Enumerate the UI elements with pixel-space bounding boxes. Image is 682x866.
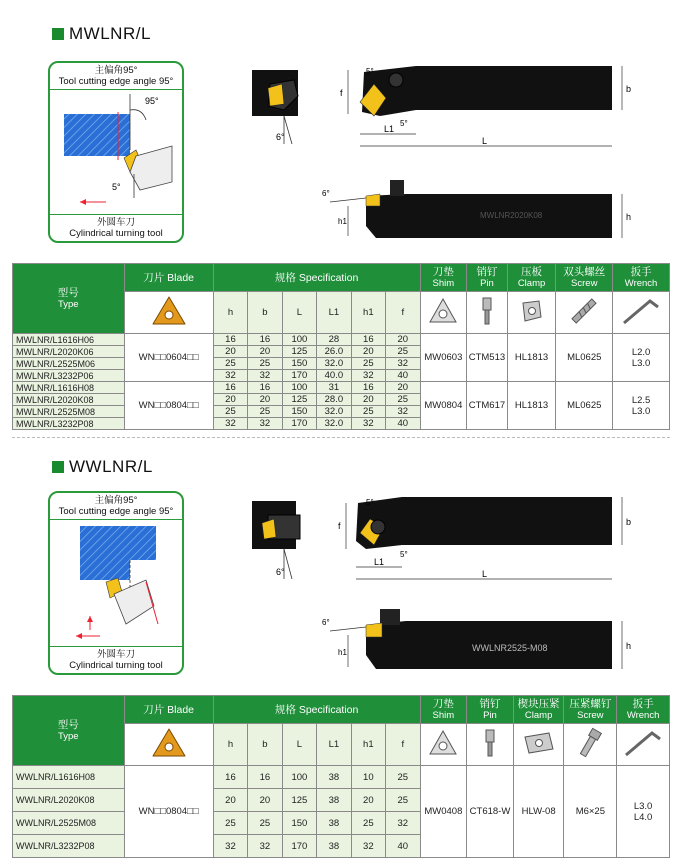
b-label: b bbox=[626, 84, 632, 94]
spec-cell: 32 bbox=[351, 418, 385, 430]
clamp-icon-cell bbox=[513, 724, 564, 766]
shim-cell: MW0804 bbox=[420, 382, 467, 430]
angle-5-label: 5° bbox=[112, 182, 121, 192]
angle-caption-cn: 主偏角95° bbox=[94, 495, 138, 506]
side-6-label: 6° bbox=[322, 189, 330, 198]
pin-header bbox=[467, 696, 514, 724]
turning-caption-en: Cylindrical turning tool bbox=[69, 228, 163, 239]
spec-cell: 20 bbox=[213, 394, 247, 406]
clamp-header bbox=[507, 264, 556, 292]
spec-cell: 20 bbox=[386, 334, 420, 346]
blade-cell: WN□□0804□□ bbox=[124, 382, 213, 430]
col-h1: h1 bbox=[351, 292, 385, 334]
spec-table-wwlnr bbox=[12, 695, 670, 858]
b-label: b bbox=[626, 517, 632, 527]
h-label: h bbox=[626, 212, 632, 222]
wrench-cell: L2.5 L3.0 bbox=[613, 382, 670, 430]
spec-header: 规格 Specification bbox=[213, 264, 420, 292]
spec-cell: 170 bbox=[282, 370, 316, 382]
L-label: L bbox=[482, 136, 488, 146]
shank-engraving: WWLNR2525-M08 bbox=[472, 643, 548, 653]
shim-header bbox=[420, 696, 467, 724]
angle-caption-en: Tool cutting edge angle 95° bbox=[58, 506, 174, 517]
wrench-icon bbox=[620, 295, 662, 327]
section-wwlnr bbox=[0, 437, 682, 866]
spec-cell: 32 bbox=[248, 418, 282, 430]
spec-table-mwlnr bbox=[12, 263, 670, 430]
spec-cell: 16 bbox=[248, 382, 282, 394]
blade-header: 刀片 Blade bbox=[124, 696, 213, 724]
spec-cell: 25 bbox=[351, 358, 385, 370]
type-en: Type bbox=[57, 730, 79, 742]
wrench-cell: L3.0 L4.0 bbox=[617, 766, 670, 858]
wrench-icon bbox=[622, 727, 664, 759]
screw-icon-cell bbox=[556, 292, 613, 334]
blade-cell: WN□□0804□□ bbox=[124, 766, 213, 858]
angle-caption-en: Tool cutting edge angle 95° bbox=[58, 76, 174, 87]
section-title bbox=[52, 24, 151, 44]
pin-cell: CTM617 bbox=[467, 382, 508, 430]
spec-cell: 32.0 bbox=[317, 406, 351, 418]
model-cell: MWLNR/L3232P08 bbox=[13, 418, 125, 430]
wrench-en: Wrench bbox=[624, 277, 658, 289]
turning-caption bbox=[50, 214, 182, 241]
section-title bbox=[52, 457, 153, 477]
col-L: L bbox=[282, 292, 316, 334]
spec-cell: 38 bbox=[317, 766, 351, 789]
spec-cell: 40 bbox=[386, 370, 420, 382]
top-view-drawing bbox=[330, 58, 640, 158]
spec-cell: 20 bbox=[351, 394, 385, 406]
wrench-cn: 扳手 bbox=[632, 697, 654, 710]
pin-cn: 销钉 bbox=[476, 265, 498, 278]
spec-cell: 25 bbox=[386, 766, 420, 789]
h1-label: h1 bbox=[338, 217, 347, 226]
end-view-insert bbox=[268, 84, 284, 106]
top-view-drawing bbox=[330, 493, 640, 591]
spec-cell: 16 bbox=[351, 334, 385, 346]
pin-icon bbox=[474, 294, 500, 328]
angle-illustration bbox=[50, 520, 182, 640]
spec-cell: 16 bbox=[248, 766, 282, 789]
side-5-label: 5° bbox=[400, 550, 408, 559]
trigon-insert-icon bbox=[149, 294, 189, 328]
model-cell: WWLNR/L1616H08 bbox=[13, 766, 125, 789]
spec-cell: 20 bbox=[351, 346, 385, 358]
clamp-en: Clamp bbox=[517, 277, 546, 289]
spec-cell: 20 bbox=[248, 394, 282, 406]
spec-cell: 10 bbox=[351, 766, 385, 789]
shim-icon-cell bbox=[420, 724, 467, 766]
end-view-drawing bbox=[240, 60, 320, 150]
spec-cell: 170 bbox=[282, 835, 316, 858]
spec-cell: 20 bbox=[248, 346, 282, 358]
turning-caption-cn: 外圆车刀 bbox=[96, 649, 135, 660]
top-shank bbox=[402, 497, 612, 545]
angle-caption-cn: 主偏角95° bbox=[94, 65, 138, 76]
pin-en: Pin bbox=[483, 709, 497, 721]
table-row bbox=[13, 334, 670, 346]
shim-header bbox=[420, 264, 467, 292]
type-cn: 型号 bbox=[57, 286, 79, 299]
col-L1: L1 bbox=[317, 724, 351, 766]
spec-cell: 32 bbox=[386, 358, 420, 370]
title-marker bbox=[52, 461, 64, 473]
h1-label: h1 bbox=[338, 648, 347, 657]
header-row bbox=[13, 264, 670, 292]
table-row bbox=[13, 382, 670, 394]
workpiece bbox=[64, 114, 130, 156]
spec-cell: 150 bbox=[282, 812, 316, 835]
shim-icon bbox=[427, 296, 459, 326]
spec-cell: 20 bbox=[213, 789, 247, 812]
spec-cell: 25 bbox=[213, 812, 247, 835]
end-angle-label: 6° bbox=[276, 132, 285, 142]
top-5-label: 5° bbox=[366, 498, 374, 507]
end-view-drawing bbox=[240, 493, 320, 583]
spec-cell: 32 bbox=[248, 835, 282, 858]
clamp-icon-cell bbox=[507, 292, 556, 334]
spec-cell: 20 bbox=[351, 789, 385, 812]
spec-cell: 38 bbox=[317, 789, 351, 812]
spec-cell: 170 bbox=[282, 418, 316, 430]
model-cell: MWLNR/L1616H08 bbox=[13, 382, 125, 394]
turning-caption-cn: 外圆车刀 bbox=[96, 217, 135, 228]
spec-cell: 25 bbox=[213, 406, 247, 418]
blade-header: 刀片 Blade bbox=[124, 264, 213, 292]
spec-cell: 32 bbox=[213, 418, 247, 430]
spec-cell: 25 bbox=[351, 812, 385, 835]
spec-cell: 25 bbox=[248, 358, 282, 370]
feed-arrow-icon bbox=[76, 633, 82, 639]
side-6-label: 6° bbox=[322, 618, 330, 627]
clamp-cn: 楔块压紧 bbox=[517, 697, 560, 710]
wrench-header bbox=[617, 696, 670, 724]
col-h1: h1 bbox=[351, 724, 385, 766]
spec-cell: 25 bbox=[386, 346, 420, 358]
screw-cell: ML0625 bbox=[556, 334, 613, 382]
clamp-icon bbox=[515, 295, 549, 327]
clamp-header bbox=[513, 696, 564, 724]
col-L: L bbox=[282, 724, 316, 766]
screw-cn: 压紧螺钉 bbox=[569, 697, 612, 710]
side-view-drawing bbox=[310, 605, 640, 675]
wrench-cn: 扳手 bbox=[630, 265, 652, 278]
end-view-insert bbox=[262, 519, 276, 539]
spec-cell: 150 bbox=[282, 358, 316, 370]
angle-illustration bbox=[50, 90, 182, 210]
spec-cell: 38 bbox=[317, 812, 351, 835]
spec-cell: 16 bbox=[248, 334, 282, 346]
screw-header bbox=[556, 264, 613, 292]
table-row bbox=[13, 766, 670, 789]
trigon-insert-icon bbox=[149, 726, 189, 760]
top-shank bbox=[416, 66, 612, 110]
screw-header bbox=[564, 696, 617, 724]
model-cell: MWLNR/L1616H06 bbox=[13, 334, 125, 346]
workpiece bbox=[80, 526, 156, 580]
spec-cell: 32 bbox=[351, 835, 385, 858]
model-cell: WWLNR/L2525M08 bbox=[13, 812, 125, 835]
model-cell: MWLNR/L2525M06 bbox=[13, 358, 125, 370]
shim-cn: 刀垫 bbox=[432, 265, 454, 278]
L1-label: L1 bbox=[384, 124, 395, 134]
spec-cell: 16 bbox=[213, 334, 247, 346]
spec-header: 规格 Specification bbox=[213, 696, 420, 724]
title-marker bbox=[52, 28, 64, 40]
spec-cell: 25 bbox=[248, 812, 282, 835]
spec-cell: 25 bbox=[351, 406, 385, 418]
spec-cell: 20 bbox=[248, 789, 282, 812]
turning-caption-en: Cylindrical turning tool bbox=[69, 660, 163, 671]
pin-icon-cell bbox=[467, 724, 514, 766]
angle-caption bbox=[50, 63, 182, 90]
spec-cell: 32 bbox=[213, 835, 247, 858]
spec-cell: 125 bbox=[282, 394, 316, 406]
spec-cell: 26.0 bbox=[317, 346, 351, 358]
table-body bbox=[13, 766, 670, 858]
pin-header bbox=[467, 264, 508, 292]
model-cell: MWLNR/L2525M08 bbox=[13, 406, 125, 418]
f-label: f bbox=[340, 88, 343, 98]
model-cell: MWLNR/L2020K08 bbox=[13, 394, 125, 406]
spec-cell: 32.0 bbox=[317, 418, 351, 430]
spec-cell: 40.0 bbox=[317, 370, 351, 382]
screw-cn: 双头螺丝 bbox=[563, 265, 606, 278]
spec-cell: 125 bbox=[282, 789, 316, 812]
spec-cell: 32 bbox=[248, 370, 282, 382]
pin-icon bbox=[477, 726, 503, 760]
pin-icon-cell bbox=[467, 292, 508, 334]
shim-en: Shim bbox=[432, 709, 455, 721]
spec-cell: 16 bbox=[213, 766, 247, 789]
shim-en: Shim bbox=[432, 277, 455, 289]
model-cell: WWLNR/L3232P08 bbox=[13, 835, 125, 858]
clamp-cn: 压板 bbox=[521, 265, 543, 278]
clamp-cell: HLW-08 bbox=[513, 766, 564, 858]
col-h: h bbox=[213, 724, 247, 766]
col-b: b bbox=[248, 724, 282, 766]
wrench-header bbox=[613, 264, 670, 292]
clamp-cell: HL1813 bbox=[507, 382, 556, 430]
shim-icon bbox=[427, 728, 459, 758]
type-en: Type bbox=[57, 298, 79, 310]
spec-cell: 100 bbox=[282, 334, 316, 346]
f-label: f bbox=[338, 521, 341, 531]
pin-en: Pin bbox=[480, 277, 494, 289]
pin-cn: 销钉 bbox=[479, 697, 501, 710]
spec-cell: 16 bbox=[351, 382, 385, 394]
title-text: WWLNR/L bbox=[69, 457, 153, 476]
screw-cell: ML0625 bbox=[556, 382, 613, 430]
turning-caption bbox=[50, 646, 182, 673]
spec-cell: 28.0 bbox=[317, 394, 351, 406]
side-5-label: 5° bbox=[400, 119, 408, 128]
model-cell: MWLNR/L3232P06 bbox=[13, 370, 125, 382]
end-angle-label: 6° bbox=[276, 567, 285, 577]
spec-cell: 20 bbox=[213, 346, 247, 358]
feed-arrow-up-icon bbox=[87, 616, 93, 622]
spec-cell: 32 bbox=[213, 370, 247, 382]
table-body bbox=[13, 334, 670, 430]
angle-diagram-box bbox=[48, 491, 184, 675]
screw-en: Screw bbox=[571, 277, 598, 289]
spec-cell: 100 bbox=[282, 766, 316, 789]
shim-cn: 刀垫 bbox=[432, 697, 454, 710]
spec-cell: 100 bbox=[282, 382, 316, 394]
spec-cell: 32 bbox=[386, 406, 420, 418]
shim-icon-cell bbox=[420, 292, 467, 334]
shank-engraving: MWLNR2020K08 bbox=[480, 211, 543, 220]
type-cn: 型号 bbox=[57, 718, 79, 731]
spec-cell: 25 bbox=[386, 394, 420, 406]
screw-icon-cell bbox=[564, 724, 617, 766]
spec-cell: 25 bbox=[386, 789, 420, 812]
h-label: h bbox=[626, 641, 632, 651]
side-insert bbox=[366, 194, 380, 206]
angle-diagram-box bbox=[48, 61, 184, 243]
screw-cell: M6×25 bbox=[564, 766, 617, 858]
col-b: b bbox=[248, 292, 282, 334]
spec-cell: 38 bbox=[317, 835, 351, 858]
angle-95-label: 95° bbox=[145, 96, 159, 106]
pin-cell: CT618-W bbox=[467, 766, 514, 858]
spec-cell: 32 bbox=[386, 812, 420, 835]
type-header bbox=[13, 696, 125, 766]
col-f: f bbox=[386, 292, 420, 334]
spec-cell: 28 bbox=[317, 334, 351, 346]
screw-icon bbox=[567, 295, 601, 327]
L1-label: L1 bbox=[374, 557, 385, 567]
spec-cell: 125 bbox=[282, 346, 316, 358]
shim-cell: MW0603 bbox=[420, 334, 467, 382]
wedge-clamp-icon bbox=[519, 727, 559, 759]
blade-cell: WN□□0604□□ bbox=[124, 334, 213, 382]
screw-en: Screw bbox=[577, 709, 604, 721]
screw-icon bbox=[573, 727, 607, 759]
feed-arrow-icon bbox=[80, 199, 86, 205]
spec-cell: 40 bbox=[386, 418, 420, 430]
pin-cell: CTM513 bbox=[467, 334, 508, 382]
spec-cell: 31 bbox=[317, 382, 351, 394]
spec-cell: 16 bbox=[213, 382, 247, 394]
blade-icon-cell bbox=[124, 292, 213, 334]
side-insert bbox=[366, 623, 382, 637]
angle-caption bbox=[50, 493, 182, 520]
wrench-cell: L2.0 L3.0 bbox=[613, 334, 670, 382]
wrench-en: Wrench bbox=[626, 709, 660, 721]
shim-cell: MW0408 bbox=[420, 766, 467, 858]
clamp-cell: HL1813 bbox=[507, 334, 556, 382]
spec-cell: 25 bbox=[248, 406, 282, 418]
title-text: MWLNR/L bbox=[69, 24, 151, 43]
side-view-drawing bbox=[310, 176, 640, 246]
spec-cell: 32.0 bbox=[317, 358, 351, 370]
section-mwlnr bbox=[0, 0, 682, 430]
blade-icon-cell bbox=[124, 724, 213, 766]
col-L1: L1 bbox=[317, 292, 351, 334]
spec-cell: 40 bbox=[386, 835, 420, 858]
model-cell: MWLNR/L2020K06 bbox=[13, 346, 125, 358]
spec-cell: 32 bbox=[351, 370, 385, 382]
wrench-icon-cell bbox=[613, 292, 670, 334]
spec-cell: 20 bbox=[386, 382, 420, 394]
top-5-label: 5° bbox=[366, 67, 374, 76]
header-row bbox=[13, 696, 670, 724]
col-h: h bbox=[213, 292, 247, 334]
wrench-icon-cell bbox=[617, 724, 670, 766]
spec-cell: 150 bbox=[282, 406, 316, 418]
clamp-en: Clamp bbox=[524, 709, 553, 721]
type-header bbox=[13, 264, 125, 334]
model-cell: WWLNR/L2020K08 bbox=[13, 789, 125, 812]
spec-cell: 25 bbox=[213, 358, 247, 370]
col-f: f bbox=[386, 724, 420, 766]
L-label: L bbox=[482, 569, 488, 579]
